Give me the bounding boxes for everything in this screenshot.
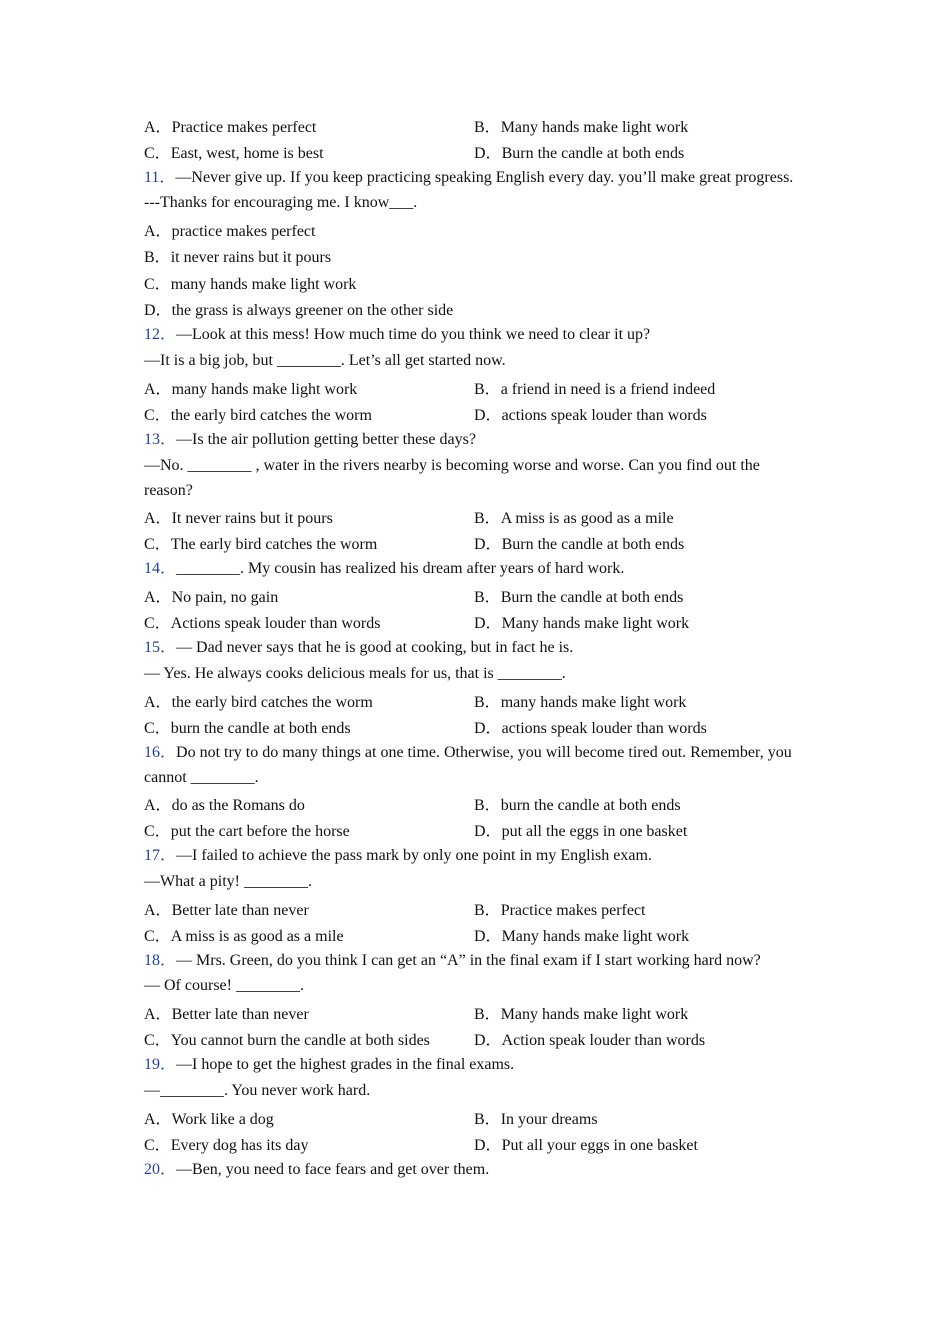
option-a <box>144 689 474 712</box>
option-c <box>144 818 474 841</box>
question-block <box>144 740 804 843</box>
question-stem <box>144 635 804 661</box>
option-b <box>474 1106 804 1129</box>
option-letter: A． <box>144 509 172 527</box>
question-reply <box>144 869 804 895</box>
question-block <box>144 843 804 948</box>
option-row <box>144 296 804 323</box>
option-c <box>144 923 474 946</box>
option-row <box>144 1104 804 1131</box>
option-text: burn the candle at both ends <box>170 720 351 738</box>
option-letter: D． <box>474 823 502 841</box>
option-letter: A． <box>144 588 172 606</box>
option-text: A miss is as good as a mile <box>170 928 344 946</box>
question-stem <box>144 1052 804 1078</box>
option-text: put the cart before the horse <box>170 823 350 841</box>
option-row <box>144 503 804 530</box>
stem-text: — Dad never says that he is good at cooking, but in fact he is. <box>176 639 574 656</box>
question-number: 14． <box>144 560 177 577</box>
option-c <box>144 402 474 425</box>
option-text: Better late than never <box>171 901 309 919</box>
question-block <box>144 556 804 635</box>
question-block <box>144 1052 804 1157</box>
option-b <box>474 1001 804 1024</box>
option-letter: A． <box>144 693 172 711</box>
stem-text: — Yes. He always cooks delicious meals for us, that is ________. <box>144 665 566 682</box>
option-row <box>144 112 804 139</box>
option-letter: C． <box>144 615 171 633</box>
question-reply <box>144 453 804 503</box>
option-text: many hands make light work <box>500 693 687 711</box>
option-a <box>144 1001 474 1024</box>
question-number: 18． <box>144 952 177 969</box>
option-d <box>474 402 804 425</box>
option-row <box>144 999 804 1026</box>
option-letter: C． <box>144 275 171 293</box>
option-row <box>144 269 804 296</box>
option-letter: B． <box>474 693 501 711</box>
option-b <box>474 897 804 920</box>
option-row <box>144 1131 804 1158</box>
option-letter: C． <box>144 536 171 554</box>
option-letter: A． <box>144 901 172 919</box>
question-number: 11． <box>144 169 176 186</box>
option-text: do as the Romans do <box>171 796 305 814</box>
question-stem <box>144 948 804 973</box>
option-text: practice makes perfect <box>171 222 316 240</box>
option-a <box>144 505 474 528</box>
stem-text: ________. My cousin has realized his dream after years of hard work. <box>176 560 625 577</box>
option-row <box>144 243 804 270</box>
option-row <box>144 401 804 428</box>
option-row <box>144 895 804 922</box>
option-c <box>144 271 475 294</box>
question-stem <box>144 740 804 790</box>
question-reply <box>144 661 804 687</box>
option-letter: D． <box>474 720 502 738</box>
option-row <box>144 582 804 609</box>
option-b <box>144 244 475 267</box>
option-text: Better late than never <box>171 1005 309 1023</box>
option-row <box>144 139 804 166</box>
option-letter: C． <box>144 407 171 425</box>
option-a <box>144 376 474 399</box>
question-number: 13． <box>144 431 177 448</box>
question-number: 12． <box>144 326 177 343</box>
option-text: actions speak louder than words <box>501 720 707 738</box>
stem-text: ---Thanks for encouraging me. I know___. <box>144 194 418 211</box>
option-d <box>474 923 804 946</box>
option-row <box>144 216 804 243</box>
option-text: A miss is as good as a mile <box>500 509 674 527</box>
stem-text: —What a pity! ________. <box>144 873 312 890</box>
option-a <box>144 114 474 137</box>
question-stem <box>144 843 804 869</box>
option-c <box>144 715 474 738</box>
option-b <box>474 114 804 137</box>
option-text: Every dog has its day <box>170 1137 309 1155</box>
option-letter: B． <box>474 588 501 606</box>
option-c <box>144 610 474 633</box>
question-number: 17． <box>144 847 177 864</box>
option-letter: A． <box>144 1005 172 1023</box>
option-text: Actions speak louder than words <box>170 615 381 633</box>
option-text: Burn the candle at both ends <box>500 588 684 606</box>
question-stem <box>144 322 804 348</box>
option-text: actions speak louder than words <box>501 407 707 425</box>
option-text: Many hands make light work <box>500 118 689 136</box>
option-d <box>474 531 804 554</box>
option-text: East, west, home is best <box>170 145 324 163</box>
stem-text: —________. You never work hard. <box>144 1082 371 1099</box>
exam-page <box>144 112 804 1183</box>
question-block <box>144 112 804 165</box>
option-text: many hands make light work <box>171 380 358 398</box>
option-row <box>144 374 804 401</box>
option-letter: B． <box>474 1005 501 1023</box>
option-letter: D． <box>474 615 502 633</box>
option-text: Put all your eggs in one basket <box>501 1137 698 1155</box>
option-a <box>144 792 474 815</box>
option-letter: A． <box>144 222 172 240</box>
option-letter: A． <box>144 1110 172 1128</box>
option-a <box>144 584 474 607</box>
option-a <box>144 897 474 920</box>
stem-text: —I hope to get the highest grades in the final exams. <box>176 1056 515 1073</box>
option-row <box>144 609 804 636</box>
option-row <box>144 922 804 949</box>
option-a <box>144 218 475 241</box>
option-d <box>144 297 475 320</box>
stem-text: —Is the air pollution getting better these days? <box>176 431 476 448</box>
option-row <box>144 714 804 741</box>
option-text: Practice makes perfect <box>500 901 646 919</box>
option-letter: D． <box>474 1137 502 1155</box>
stem-text: —Ben, you need to face fears and get over them. <box>176 1161 490 1178</box>
option-text: a friend in need is a friend indeed <box>500 380 716 398</box>
option-letter: C． <box>144 720 171 738</box>
question-block <box>144 165 804 322</box>
question-block <box>144 427 804 556</box>
option-text: You cannot burn the candle at both sides <box>170 1032 430 1050</box>
question-stem <box>144 1157 804 1183</box>
question-block <box>144 948 804 1052</box>
stem-text: —No. ________ , water in the rivers nearby is becoming worse and worse. Can you find out the reason? <box>144 457 764 499</box>
option-letter: D． <box>474 407 502 425</box>
question-number: 19． <box>144 1056 177 1073</box>
option-letter: B． <box>474 380 501 398</box>
option-b <box>474 376 804 399</box>
option-letter: C． <box>144 823 171 841</box>
option-text: the early bird catches the worm <box>171 693 373 711</box>
question-number: 15． <box>144 639 177 656</box>
stem-text: —Look at this mess! How much time do you think we need to clear it up? <box>176 326 651 343</box>
option-c <box>144 1132 474 1155</box>
question-number: 16． <box>144 744 177 761</box>
option-letter: C． <box>144 145 171 163</box>
question-stem <box>144 165 804 190</box>
question-block <box>144 635 804 740</box>
stem-text: —Never give up. If you keep practicing speaking English every day. you’ll make great progress. <box>175 169 794 186</box>
option-text: it never rains but it pours <box>170 249 332 267</box>
option-letter: D． <box>144 302 172 320</box>
question-number: 20． <box>144 1161 177 1178</box>
option-letter: C． <box>144 928 171 946</box>
option-row <box>144 817 804 844</box>
option-text: put all the eggs in one basket <box>501 823 688 841</box>
option-c <box>144 140 474 163</box>
option-letter: A． <box>144 118 172 136</box>
stem-text: —I failed to achieve the pass mark by only one point in my English exam. <box>176 847 652 864</box>
stem-text: — Mrs. Green, do you think I can get an “A” in the final exam if I start working hard now? <box>176 952 761 969</box>
option-text: many hands make light work <box>170 275 357 293</box>
option-d <box>474 1132 804 1155</box>
option-a <box>144 1106 474 1129</box>
option-letter: B． <box>474 796 501 814</box>
option-letter: C． <box>144 1137 171 1155</box>
option-letter: B． <box>474 509 501 527</box>
option-letter: B． <box>474 118 501 136</box>
option-letter: D． <box>474 145 502 163</box>
option-b <box>474 584 804 607</box>
question-reply <box>144 190 804 216</box>
option-text: Many hands make light work <box>501 615 690 633</box>
stem-text: — Of course! ________. <box>144 977 304 994</box>
question-stem <box>144 556 804 582</box>
option-d <box>474 140 804 163</box>
option-letter: A． <box>144 380 172 398</box>
option-text: Action speak louder than words <box>501 1032 706 1050</box>
option-text: the early bird catches the worm <box>170 407 372 425</box>
option-text: No pain, no gain <box>171 588 279 606</box>
stem-text: Do not try to do many things at one time. Otherwise, you will become tired out. Remember, you cannot ________. <box>144 744 796 786</box>
option-text: Work like a dog <box>171 1110 274 1128</box>
option-d <box>474 715 804 738</box>
option-row <box>144 530 804 557</box>
option-c <box>144 531 474 554</box>
question-reply <box>144 348 804 374</box>
option-letter: B． <box>474 1110 501 1128</box>
option-b <box>474 792 804 815</box>
option-d <box>474 818 804 841</box>
question-block <box>144 322 804 427</box>
option-letter: B． <box>144 249 171 267</box>
option-row <box>144 1026 804 1053</box>
option-b <box>474 505 804 528</box>
option-b <box>474 689 804 712</box>
option-letter: A． <box>144 796 172 814</box>
option-letter: B． <box>474 901 501 919</box>
question-reply <box>144 1078 804 1104</box>
stem-text: —It is a big job, but ________. Let’s all get started now. <box>144 352 506 369</box>
option-text: Many hands make light work <box>500 1005 689 1023</box>
option-text: Burn the candle at both ends <box>501 145 685 163</box>
option-letter: D． <box>474 536 502 554</box>
option-text: Many hands make light work <box>501 928 690 946</box>
option-text: In your dreams <box>500 1110 598 1128</box>
option-text: It never rains but it pours <box>171 509 333 527</box>
option-text: The early bird catches the worm <box>170 536 378 554</box>
option-d <box>474 610 804 633</box>
option-row <box>144 790 804 817</box>
option-letter: C． <box>144 1032 171 1050</box>
question-stem <box>144 427 804 453</box>
option-letter: D． <box>474 1032 502 1050</box>
option-text: the grass is always greener on the other side <box>171 302 454 320</box>
option-row <box>144 687 804 714</box>
option-letter: D． <box>474 928 502 946</box>
option-c <box>144 1027 474 1050</box>
option-text: Burn the candle at both ends <box>501 536 685 554</box>
option-d <box>474 1027 804 1050</box>
question-reply <box>144 973 804 999</box>
option-text: Practice makes perfect <box>171 118 317 136</box>
option-text: burn the candle at both ends <box>500 796 681 814</box>
question-block <box>144 1157 804 1183</box>
